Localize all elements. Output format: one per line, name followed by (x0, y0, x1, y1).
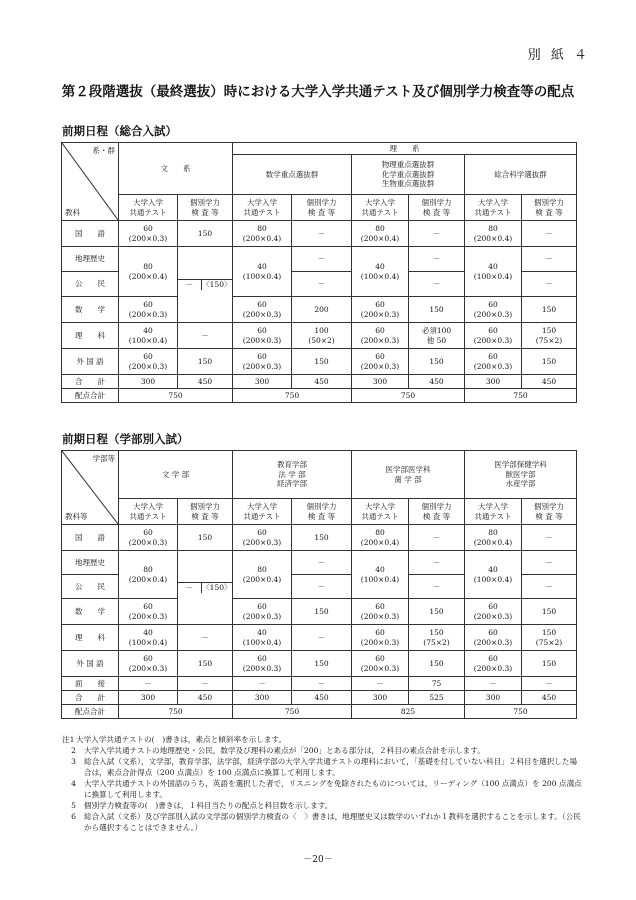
selection-cell (178, 551, 233, 625)
score-cell: 60 (200×0.3) (119, 599, 178, 625)
column-header: 個別学力 検 査 等 (292, 499, 352, 525)
note-item: 3 総合入試（文系），文学部，教育学部，法学部，経済学部の大学入学共通テストの理科において，「基礎を付していない科目」２科目を選択した場合は，素点合計得点（200 点満点）を 100 点満点に換算して利用します。 (71, 757, 578, 777)
score-cell: 300 (352, 691, 409, 705)
subgroup-line: 化学重点選抜群 (381, 169, 435, 179)
score-cell: 450 (178, 375, 233, 389)
score-cell: 60 (200×0.3) (119, 221, 178, 247)
score-cell: 80 (200×0.4) (465, 525, 522, 551)
subgroup-line: 物理重点選抜群 (381, 160, 435, 170)
score-cell: 150 (178, 349, 233, 375)
row-label: 配点合計 (62, 389, 119, 403)
score-cell: － (409, 525, 465, 551)
notes-section (62, 734, 582, 833)
annex-label: 別 紙 ４ (527, 48, 590, 63)
score-cell: 300 (233, 375, 292, 389)
score-cell: － (233, 677, 292, 691)
column-header: 個別学力 検 査 等 (178, 195, 233, 221)
score-cell: － (292, 575, 352, 599)
score-cell: 60 (200×0.3) (119, 651, 178, 677)
score-cell: 60 (200×0.3) (465, 297, 522, 323)
row-label: 地理歴史 (62, 551, 119, 575)
column-header: 大学入学 共通テスト (465, 499, 522, 525)
group-header: 医学部保健学科 獣医学部 水産学部 (465, 451, 577, 499)
selection-score: 〈150〉 (202, 280, 232, 290)
score-cell: 150 (522, 349, 577, 375)
row-label: 配点合計 (62, 705, 119, 719)
score-cell: 60 (200×0.3) (352, 625, 409, 651)
score-cell: 60 (200×0.3) (352, 349, 409, 375)
column-header: 大学入学 共通テスト (119, 195, 178, 221)
score-cell: 60 (200×0.3) (352, 599, 409, 625)
table-row (62, 349, 577, 375)
score-cell: 40 (100×0.4) (119, 323, 178, 349)
table-row (62, 297, 577, 323)
total-cell: 750 (119, 705, 233, 719)
score-cell: 100 (50×2) (292, 323, 352, 349)
score-cell: 300 (465, 375, 522, 389)
row-label: 理 科 (62, 323, 119, 349)
column-header: 個別学力 検 査 等 (292, 195, 352, 221)
score-cell: 60 (200×0.3) (465, 599, 522, 625)
score-cell: － (352, 677, 409, 691)
score-cell: 525 (409, 691, 465, 705)
corner-top-label: 学部等 (92, 454, 115, 463)
score-cell: 60 (200×0.3) (352, 651, 409, 677)
score-cell: － (522, 677, 577, 691)
total-cell: 750 (352, 389, 465, 403)
subgroup-header: 総合科学選抜群 (465, 155, 577, 195)
score-cell: 200 (292, 297, 352, 323)
column-header: 大学入学 共通テスト (352, 195, 409, 221)
section1-heading: 前期日程（総合入試） (62, 124, 177, 138)
score-cell: － (292, 677, 352, 691)
corner-top-label: 系・群 (92, 146, 115, 155)
score-cell: － (409, 551, 465, 575)
score-cell: 150 (178, 525, 233, 551)
row-label: 合 計 (62, 691, 119, 705)
score-cell: 150 (75×2) (522, 625, 577, 651)
score-cell: 450 (292, 375, 352, 389)
score-cell: － (409, 575, 465, 599)
score-cell: 60 (200×0.3) (233, 349, 292, 375)
score-table-general (61, 142, 577, 403)
row-label: 地理歴史 (62, 247, 119, 272)
row-label: 国 語 (62, 525, 119, 551)
corner-cell (62, 451, 119, 525)
score-cell: 60 (200×0.3) (465, 349, 522, 375)
score-cell: － (178, 677, 233, 691)
score-cell: 60 (200×0.3) (233, 651, 292, 677)
corner-bottom-label: 教科等 (65, 511, 88, 521)
score-cell: － (292, 272, 352, 297)
group-header: 文 学 部 (119, 451, 233, 499)
score-cell: 60 (200×0.3) (352, 323, 409, 349)
score-cell: 300 (465, 691, 522, 705)
table-row (62, 651, 577, 677)
table-row (62, 691, 577, 705)
score-cell: 300 (119, 691, 178, 705)
score-cell: － (409, 272, 465, 297)
score-cell: 80 (200×0.4) (119, 247, 178, 297)
score-cell: 80 (200×0.4) (352, 525, 409, 551)
score-cell: － (119, 677, 178, 691)
score-cell: － (522, 221, 577, 247)
note-item: 2 大学入学共通テストの地理歴史・公民，数学及び理科の素点が「200」とある部分は，２科目の素点合計を示します。 (71, 746, 485, 755)
score-cell: 300 (352, 375, 409, 389)
score-cell: 必須100 他 50 (409, 323, 465, 349)
score-cell: － (292, 221, 352, 247)
note-item: 5 個別学力検査等の( )書きは，１科目当たりの配点と科目数を示します。 (71, 801, 333, 810)
group-header: 理 系 (233, 143, 577, 155)
table-row (62, 525, 577, 551)
score-cell: 150 (292, 525, 352, 551)
group-header: 教育学部 法 学 部 経済学部 (233, 451, 352, 499)
score-cell: 80 (200×0.4) (465, 221, 522, 247)
column-header: 大学入学 共通テスト (352, 499, 409, 525)
score-cell: － (409, 247, 465, 272)
score-cell: 60 (200×0.3) (233, 599, 292, 625)
row-label: 数 学 (62, 297, 119, 323)
row-label: 合 計 (62, 375, 119, 389)
score-cell: － (522, 525, 577, 551)
score-cell: 150 (292, 599, 352, 625)
score-dash: － (185, 583, 194, 593)
score-cell: 60 (200×0.3) (233, 525, 292, 551)
table-row (62, 323, 577, 349)
score-cell: － (409, 221, 465, 247)
column-header: 大学入学 共通テスト (233, 499, 292, 525)
score-cell: 450 (522, 375, 577, 389)
row-label: 外 国 語 (62, 651, 119, 677)
score-dash: － (185, 280, 194, 290)
score-cell: 150 (522, 297, 577, 323)
score-cell: 60 (200×0.3) (465, 625, 522, 651)
score-cell: 40 (100×0.4) (233, 625, 292, 651)
score-cell: 75 (409, 677, 465, 691)
score-cell: 150 (75×2) (409, 625, 465, 651)
table-row (62, 221, 577, 247)
table-row (62, 389, 577, 403)
score-cell: 150 (409, 297, 465, 323)
score-cell: 60 (200×0.3) (119, 525, 178, 551)
score-cell: － (522, 551, 577, 575)
score-cell: － (522, 272, 577, 297)
score-cell: 60 (200×0.3) (465, 323, 522, 349)
score-cell: － (465, 677, 522, 691)
score-cell: 150 (522, 651, 577, 677)
score-cell: 150 (292, 651, 352, 677)
score-cell: 300 (233, 691, 292, 705)
score-cell: 40 (100×0.4) (352, 551, 409, 599)
total-cell: 750 (465, 389, 577, 403)
row-label: 面 接 (62, 677, 119, 691)
score-cell: 450 (292, 691, 352, 705)
score-cell: 40 (100×0.4) (233, 247, 292, 297)
score-cell: 150 (75×2) (522, 323, 577, 349)
score-cell: － (292, 625, 352, 651)
total-cell: 825 (352, 705, 465, 719)
score-cell: 150 (292, 349, 352, 375)
score-cell: 150 (409, 349, 465, 375)
column-header: 大学入学 共通テスト (119, 499, 178, 525)
subgroup-header (352, 155, 465, 195)
table-row (62, 705, 577, 719)
score-cell: 450 (409, 375, 465, 389)
column-header: 個別学力 検 査 等 (178, 499, 233, 525)
note-item: 注1 大学入学共通テストの( )書きは，素点と傾斜率を示します。 (62, 735, 287, 744)
corner-bottom-label: 教科 (65, 207, 80, 217)
row-label: 公 民 (62, 575, 119, 599)
column-header: 個別学力 検 査 等 (409, 195, 465, 221)
total-cell: 750 (233, 705, 352, 719)
table-row (62, 625, 577, 651)
subgroup-line: 生物重点選抜群 (381, 179, 435, 189)
score-cell: 60 (200×0.3) (352, 297, 409, 323)
total-cell: 750 (465, 705, 577, 719)
score-cell: 300 (119, 375, 178, 389)
note-item: 6 総合入試（文系）及び学部別入試の文学部の個別学力検査の〈 〉書きは，地理歴史又は数学のいずれか１教科を選択することを示します。（公民から選択することはできません。） (71, 812, 581, 832)
selection-score: 〈150〉 (202, 583, 232, 593)
score-cell: 80 (200×0.4) (233, 551, 292, 599)
score-cell: 150 (178, 221, 233, 247)
table-row (62, 599, 577, 625)
note-item: 4 大学入学共通テストの外国語のうち，英語を選択した者で，リスニングを免除されたものについては，リーディング（100 点満点）を 200 点満点に換算して利用します。 (71, 779, 582, 799)
score-cell: 150 (178, 651, 233, 677)
row-label: 外 国 語 (62, 349, 119, 375)
score-cell: 450 (522, 691, 577, 705)
score-cell: － (178, 323, 233, 349)
table-row (62, 677, 577, 691)
score-cell: 60 (200×0.3) (233, 297, 292, 323)
score-cell: 60 (200×0.3) (465, 651, 522, 677)
row-label: 公 民 (62, 272, 119, 297)
score-cell: 150 (409, 651, 465, 677)
section2-heading: 前期日程（学部別入試） (62, 432, 189, 446)
score-cell: － (522, 575, 577, 599)
score-cell: 150 (522, 599, 577, 625)
score-cell: 40 (100×0.4) (465, 247, 522, 297)
group-header: 医学部医学科 歯 学 部 (352, 451, 465, 499)
column-header: 大学入学 共通テスト (465, 195, 522, 221)
score-cell: － (292, 551, 352, 575)
table-row (62, 551, 577, 575)
score-cell: 60 (200×0.3) (119, 349, 178, 375)
corner-cell (62, 143, 119, 221)
score-cell: 60 (200×0.3) (119, 297, 178, 323)
column-header: 個別学力 検 査 等 (522, 195, 577, 221)
score-cell: 80 (200×0.4) (119, 551, 178, 599)
group-header: 文 系 (119, 143, 233, 195)
column-header: 個別学力 検 査 等 (522, 499, 577, 525)
table-row (62, 375, 577, 389)
table-row (62, 247, 577, 272)
selection-cell (178, 247, 233, 323)
score-cell: 60 (200×0.3) (233, 323, 292, 349)
score-cell: 40 (100×0.4) (119, 625, 178, 651)
score-cell: 80 (200×0.4) (352, 221, 409, 247)
score-cell: － (522, 247, 577, 272)
score-cell: 150 (409, 599, 465, 625)
page-number: －20－ (303, 855, 333, 865)
score-cell: 450 (178, 691, 233, 705)
score-cell: － (292, 247, 352, 272)
score-table-faculty (61, 450, 577, 719)
score-cell: 80 (200×0.4) (233, 221, 292, 247)
score-cell: － (178, 625, 233, 651)
row-label: 国 語 (62, 221, 119, 247)
row-label: 数 学 (62, 599, 119, 625)
total-cell: 750 (233, 389, 352, 403)
score-cell: 40 (100×0.4) (465, 551, 522, 599)
column-header: 個別学力 検 査 等 (409, 499, 465, 525)
page-title: 第２段階選抜（最終選抜）時における大学入学共通テスト及び個別学力検査等の配点 (61, 84, 575, 100)
score-cell: 40 (100×0.4) (352, 247, 409, 297)
total-cell: 750 (119, 389, 233, 403)
column-header: 大学入学 共通テスト (233, 195, 292, 221)
row-label: 理 科 (62, 625, 119, 651)
subgroup-header: 数学重点選抜群 (233, 155, 352, 195)
